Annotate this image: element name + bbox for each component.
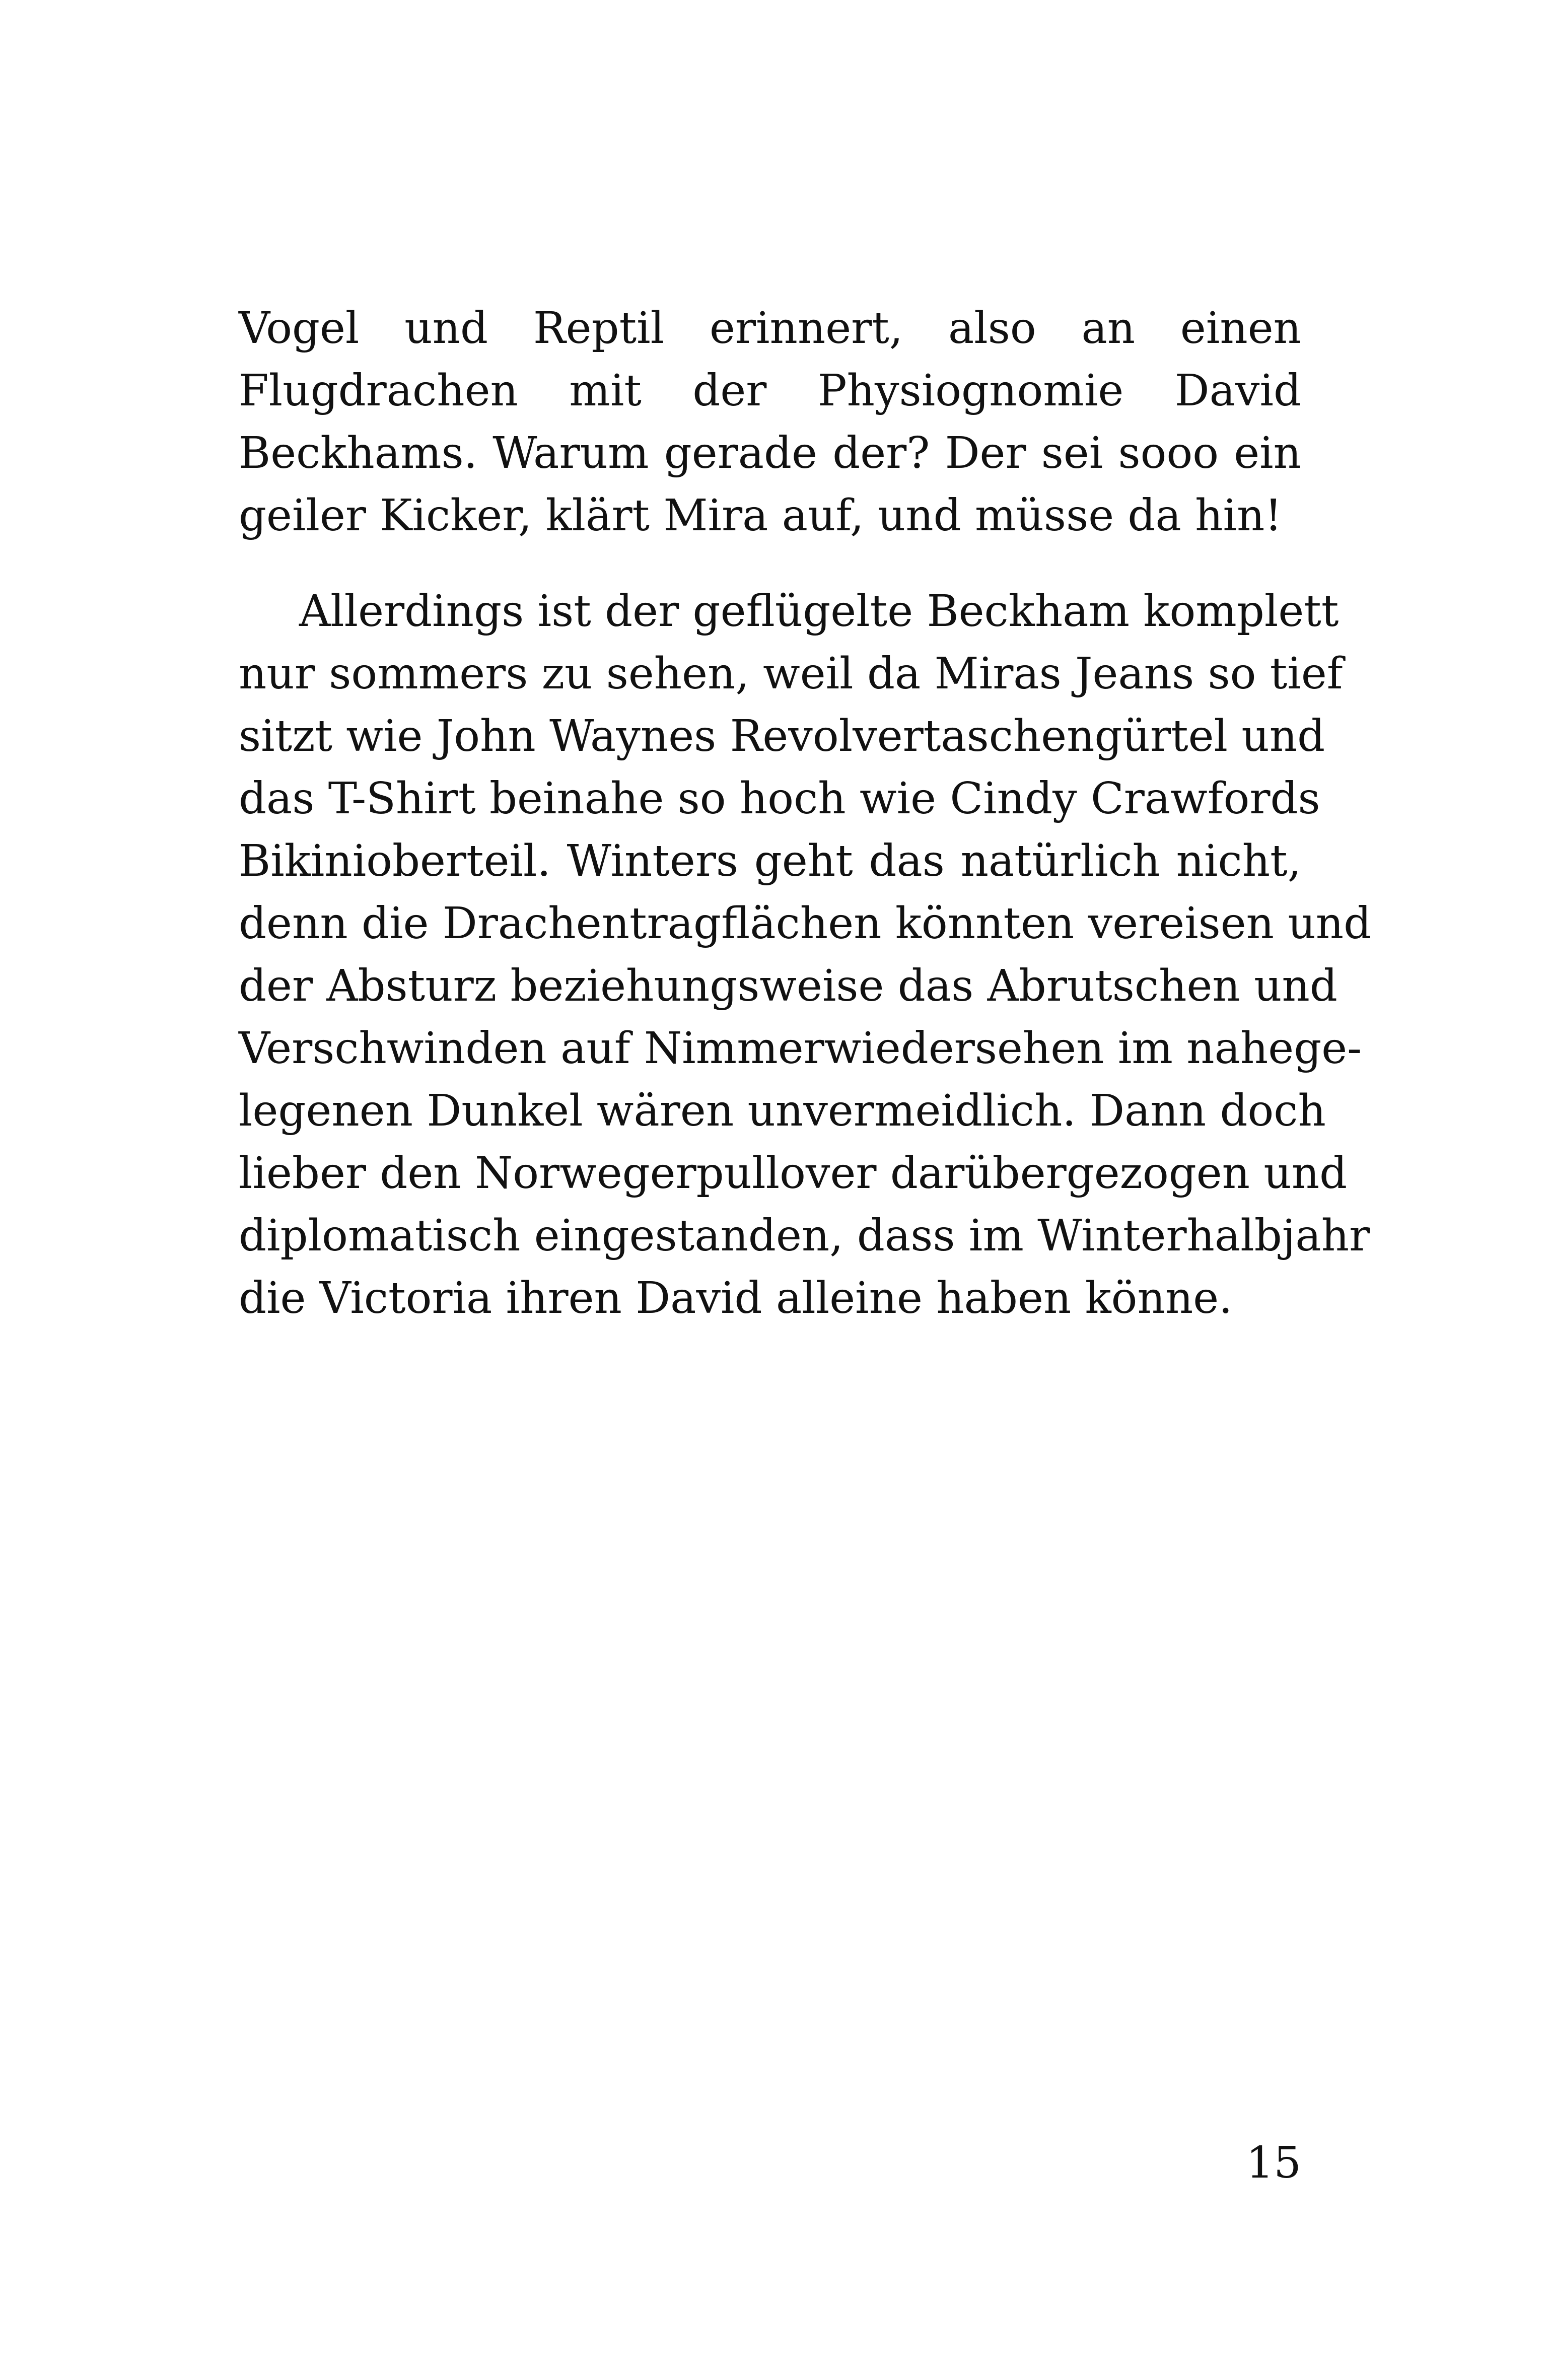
text-line: der Absturz beziehungsweise das Abrutschen und bbox=[239, 961, 1337, 1011]
text-line: lieber den Norwegerpullover darübergezogen und bbox=[239, 1148, 1348, 1199]
text-line: das T-Shirt beinahe so hoch wie Cindy Crawfords bbox=[239, 774, 1320, 824]
text-line: Flugdrachen mit der Physiognomie David bbox=[239, 366, 1301, 416]
text-line: Verschwinden auf Nimmerwiedersehen im nahege- bbox=[239, 1023, 1362, 1074]
text-line: legenen Dunkel wären unvermeidlich. Dann doch bbox=[239, 1086, 1326, 1136]
text-line: denn die Drachentragflächen könnten vereisen und bbox=[239, 898, 1372, 949]
text-line: die Victoria ihren David alleine haben könne. bbox=[239, 1273, 1233, 1323]
paragraph-1 bbox=[239, 297, 1301, 547]
text-line: Bikinioberteil. Winters geht das natürlich nicht, bbox=[239, 836, 1301, 886]
body-text bbox=[239, 297, 1372, 1329]
paragraph-2 bbox=[239, 580, 1372, 1329]
page-number: 15 bbox=[1246, 2138, 1301, 2188]
text-line: Allerdings ist der geflügelte Beckham komplett bbox=[299, 586, 1339, 637]
paragraph-spacer bbox=[239, 547, 1301, 580]
text-line: Vogel und Reptil erinnert, also an einen bbox=[239, 303, 1301, 354]
text-line: Beckhams. Warum gerade der? Der sei sooo ein bbox=[239, 428, 1301, 478]
text-line: nur sommers zu sehen, weil da Miras Jeans so tief bbox=[239, 649, 1343, 699]
text-line: diplomatisch eingestanden, dass im Winterhalbjahr bbox=[239, 1211, 1370, 1261]
text-line: geiler Kicker, klärt Mira auf, und müsse da hin! bbox=[239, 491, 1282, 541]
text-line: sitzt wie John Waynes Revolvertaschengürtel und bbox=[239, 711, 1325, 761]
